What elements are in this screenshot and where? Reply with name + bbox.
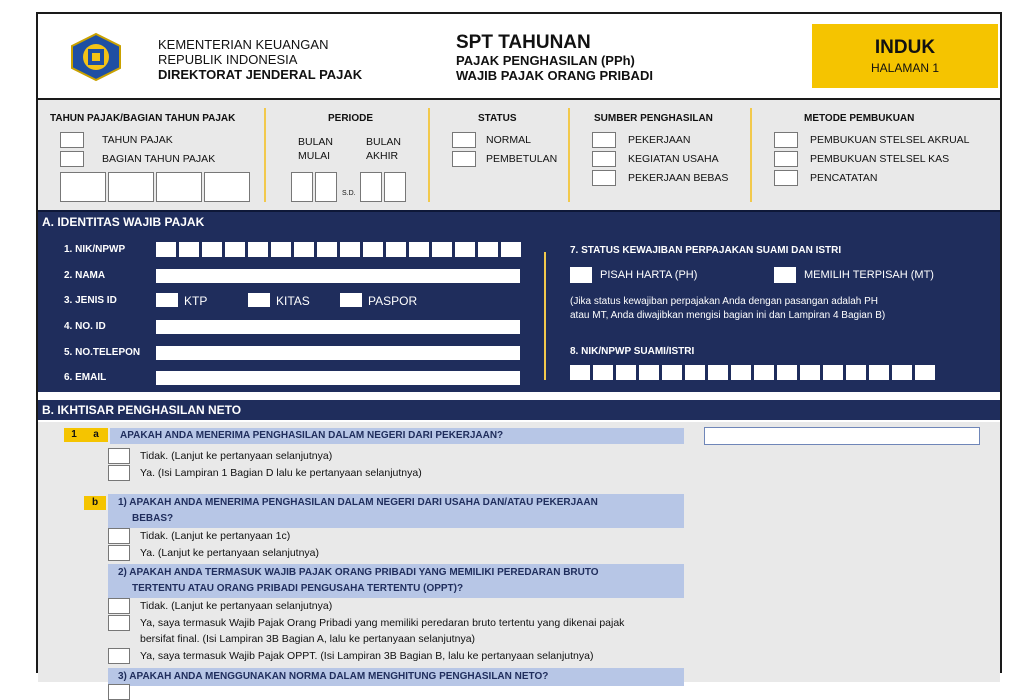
question-letter: a [93, 429, 99, 440]
ph-mt-note-1: (Jika status kewajiban perpajakan Anda dengan pasangan adalah PH [570, 296, 878, 307]
bulan-mulai-1: BULAN [298, 136, 334, 148]
digit-cell[interactable] [202, 242, 222, 257]
bulan-mulai-digit-1[interactable] [291, 172, 313, 202]
mt-checkbox[interactable] [774, 267, 796, 283]
kegiatan-usaha-checkbox[interactable] [592, 151, 616, 167]
question-1b1-line-1: 1) APAKAH ANDA MENERIMA PENGHASILAN DALAM NEGERI DARI USAHA DAN/ATAU PEKERJAAN [118, 497, 598, 508]
digit-cell[interactable] [225, 242, 245, 257]
digit-cell[interactable] [823, 365, 843, 380]
question-1b1-line-2: BEBAS? [132, 513, 174, 524]
section-b-body [38, 422, 1000, 682]
stelsel-kas-checkbox[interactable] [774, 151, 798, 167]
email-field[interactable] [156, 371, 520, 385]
q1b1-ya-label: Ya. (Lanjut ke pertanyaan selanjutnya) [140, 547, 320, 559]
digit-cell[interactable] [478, 242, 498, 257]
year-digit-3[interactable] [156, 172, 202, 202]
stelsel-akrual-label: PEMBUKUAN STELSEL AKRUAL [810, 134, 970, 146]
paspor-checkbox[interactable] [340, 293, 362, 307]
digit-cell[interactable] [892, 365, 912, 380]
tahun-pajak-heading: TAHUN PAJAK/BAGIAN TAHUN PAJAK [50, 113, 236, 124]
q1a-tidak-checkbox[interactable] [108, 448, 130, 464]
question-letter: b [91, 497, 99, 508]
pekerjaan-bebas-label: PEKERJAAN BEBAS [628, 172, 729, 184]
question-letter-badge [84, 428, 108, 442]
no-id-label: 4. NO. ID [64, 321, 106, 332]
bulan-akhir-digit-2[interactable] [384, 172, 406, 202]
stelsel-akrual-checkbox[interactable] [774, 132, 798, 148]
digit-cell[interactable] [386, 242, 406, 257]
pembetulan-label: PEMBETULAN [486, 153, 558, 165]
ph-mt-note-2: atau MT, Anda diwajibkan mengisi bagian ini dan Lampiran 4 Bagian B) [570, 310, 886, 321]
ministry-emblem-icon [68, 32, 124, 82]
paspor-label: PASPOR [368, 294, 418, 308]
divider [428, 108, 430, 202]
q1b2-ya-final-label-1: Ya, saya termasuk Wajib Pajak Orang Pribadi yang memiliki peredaran bruto tertentu yang dikenai pajak [140, 617, 625, 629]
bagian-tahun-label: BAGIAN TAHUN PAJAK [102, 153, 216, 165]
bulan-mulai-digit-2[interactable] [315, 172, 337, 202]
section-a-header [38, 210, 1000, 232]
digit-cell[interactable] [639, 365, 659, 380]
section-b-title: B. IKHTISAR PENGHASILAN NETO [42, 403, 242, 417]
ktp-checkbox[interactable] [156, 293, 178, 307]
form-title: SPT TAHUNAN [456, 32, 591, 53]
pencatatan-checkbox[interactable] [774, 170, 798, 186]
q1b2-tidak-checkbox[interactable] [108, 598, 130, 614]
year-digit-4[interactable] [204, 172, 250, 202]
year-digit-2[interactable] [108, 172, 154, 202]
metode-heading: METODE PEMBUKUAN [804, 113, 915, 124]
bagian-tahun-checkbox[interactable] [60, 151, 84, 167]
digit-cell[interactable] [685, 365, 705, 380]
question-1b2-line-1: 2) APAKAH ANDA TERMASUK WAJIB PAJAK ORANG PRIBADI YANG MEMILIKI PEREDARAN BRUTO [118, 567, 599, 578]
telepon-field[interactable] [156, 346, 520, 360]
telepon-label: 5. NO.TELEPON [64, 347, 141, 358]
tahun-pajak-label: TAHUN PAJAK [102, 134, 173, 146]
digit-cell[interactable] [708, 365, 728, 380]
divider [750, 108, 752, 202]
no-id-field[interactable] [156, 320, 520, 334]
normal-checkbox[interactable] [452, 132, 476, 148]
digit-cell[interactable] [409, 242, 429, 257]
ph-label: PISAH HARTA (PH) [600, 269, 698, 281]
digit-cell[interactable] [340, 242, 360, 257]
question-1a: APAKAH ANDA MENERIMA PENGHASILAN DALAM NEGERI DARI PEKERJAAN? [120, 430, 504, 441]
digit-cell[interactable] [846, 365, 866, 380]
ph-checkbox[interactable] [570, 267, 592, 283]
form-subtitle-1: PAJAK PENGHASILAN (PPh) [456, 53, 635, 68]
pembetulan-checkbox[interactable] [452, 151, 476, 167]
question-number: 1 [71, 429, 77, 440]
bulan-akhir-2: AKHIR [366, 150, 399, 162]
digit-cell[interactable] [593, 365, 613, 380]
digit-cell[interactable] [616, 365, 636, 380]
q1b2-tidak-label: Tidak. (Lanjut ke pertanyaan selanjutnya) [140, 600, 333, 612]
q1b3-checkbox[interactable] [108, 684, 130, 700]
q1a-tidak-label: Tidak. (Lanjut ke pertanyaan selanjutnya) [140, 450, 333, 462]
tahun-pajak-checkbox[interactable] [60, 132, 84, 148]
section-a-title: A. IDENTITAS WAJIB PAJAK [42, 215, 205, 229]
question-1b3: 3) APAKAH ANDA MENGGUNAKAN NORMA DALAM MENGHITUNG PENGHASILAN NETO? [118, 671, 549, 682]
digit-cell[interactable] [570, 365, 590, 380]
q1b2-ya-final-checkbox[interactable] [108, 615, 130, 631]
digit-cell[interactable] [455, 242, 475, 257]
question-1a-answer-field[interactable] [704, 427, 980, 445]
digit-cell[interactable] [731, 365, 751, 380]
status-heading: STATUS [478, 113, 517, 124]
sd-label: S.D. [342, 190, 356, 197]
status-suami-istri-label: 7. STATUS KEWAJIBAN PERPAJAKAN SUAMI DAN ISTRI [570, 245, 842, 256]
nik-npwp-label: 1. NIK/NPWP [64, 244, 126, 255]
ministry-line-3: DIREKTORAT JENDERAL PAJAK [158, 67, 363, 82]
digit-cell[interactable] [294, 242, 314, 257]
q1a-ya-checkbox[interactable] [108, 465, 130, 481]
bulan-mulai-2: MULAI [298, 150, 331, 162]
mt-label: MEMILIH TERPISAH (MT) [804, 269, 934, 281]
year-digit-1[interactable] [60, 172, 106, 202]
pencatatan-label: PENCATATAN [810, 172, 878, 184]
stelsel-kas-label: PEMBUKUAN STELSEL KAS [810, 153, 950, 165]
pekerjaan-bebas-checkbox[interactable] [592, 170, 616, 186]
section-a-body [38, 232, 1000, 392]
form-subtitle-2: WAJIB PAJAK ORANG PRIBADI [456, 68, 653, 83]
digit-cell[interactable] [501, 242, 521, 257]
digit-cell[interactable] [432, 242, 452, 257]
digit-cell[interactable] [754, 365, 774, 380]
q1a-ya-label: Ya. (Isi Lampiran 1 Bagian D lalu ke pertanyaan selanjutnya) [140, 467, 422, 479]
question-number-badge [64, 428, 84, 442]
question-1b2-line-2: TERTENTU ATAU ORANG PRIBADI PENGUSAHA TERTENTU (OPPT)? [132, 583, 464, 594]
periode-heading: PERIODE [328, 113, 374, 124]
ktp-label: KTP [184, 294, 208, 308]
digit-cell[interactable] [317, 242, 337, 257]
spt-form [36, 12, 1002, 682]
digit-cell[interactable] [800, 365, 820, 380]
nama-label: 2. NAMA [64, 270, 106, 281]
bulan-akhir-digit-1[interactable] [360, 172, 382, 202]
kitas-label: KITAS [276, 294, 310, 308]
digit-cell[interactable] [869, 365, 889, 380]
halaman-label: HALAMAN 1 [870, 61, 940, 75]
email-label: 6. EMAIL [64, 372, 107, 383]
induk-label: INDUK [874, 37, 936, 58]
digit-cell[interactable] [662, 365, 682, 380]
q1b1-ya-checkbox[interactable] [108, 545, 130, 561]
kitas-checkbox[interactable] [248, 293, 270, 307]
q1b2-ya-final-label-2: bersifat final. (Isi Lampiran 3B Bagian A, lalu ke pertanyaan selanjutnya) [140, 633, 476, 645]
pekerjaan-label: PEKERJAAN [628, 134, 691, 146]
jenis-id-label: 3. JENIS ID [64, 295, 117, 306]
digit-cell[interactable] [248, 242, 268, 257]
digit-cell[interactable] [777, 365, 797, 380]
section-b-header [38, 400, 1000, 420]
ministry-line-1: KEMENTERIAN KEUANGAN [158, 37, 329, 52]
induk-badge [812, 24, 998, 88]
divider [544, 252, 546, 380]
q1b2-ya-oppt-checkbox[interactable] [108, 648, 130, 664]
sumber-heading: SUMBER PENGHASILAN [594, 113, 713, 124]
form-header [38, 14, 1000, 98]
digit-cell[interactable] [363, 242, 383, 257]
divider [264, 108, 266, 202]
digit-cell[interactable] [915, 365, 935, 380]
q1b1-tidak-label: Tidak. (Lanjut ke pertanyaan 1c) [140, 530, 291, 542]
ministry-line-2: REPUBLIK INDONESIA [158, 52, 298, 67]
period-status-band [38, 98, 1000, 210]
pekerjaan-checkbox[interactable] [592, 132, 616, 148]
normal-label: NORMAL [486, 134, 531, 146]
q1b1-tidak-checkbox[interactable] [108, 528, 130, 544]
digit-cell[interactable] [271, 242, 291, 257]
npwp-suami-istri-label: 8. NIK/NPWP SUAMI/ISTRI [570, 346, 695, 357]
divider [568, 108, 570, 202]
digit-cell[interactable] [179, 242, 199, 257]
q1b2-ya-oppt-label: Ya, saya termasuk Wajib Pajak OPPT. (Isi Lampiran 3B Bagian B, lalu ke pertanyaan selanjutnya) [140, 650, 594, 662]
nama-field[interactable] [156, 269, 520, 283]
question-letter-badge [84, 496, 106, 510]
digit-cell[interactable] [156, 242, 176, 257]
kegiatan-usaha-label: KEGIATAN USAHA [628, 153, 719, 165]
bulan-akhir-1: BULAN [366, 136, 402, 148]
